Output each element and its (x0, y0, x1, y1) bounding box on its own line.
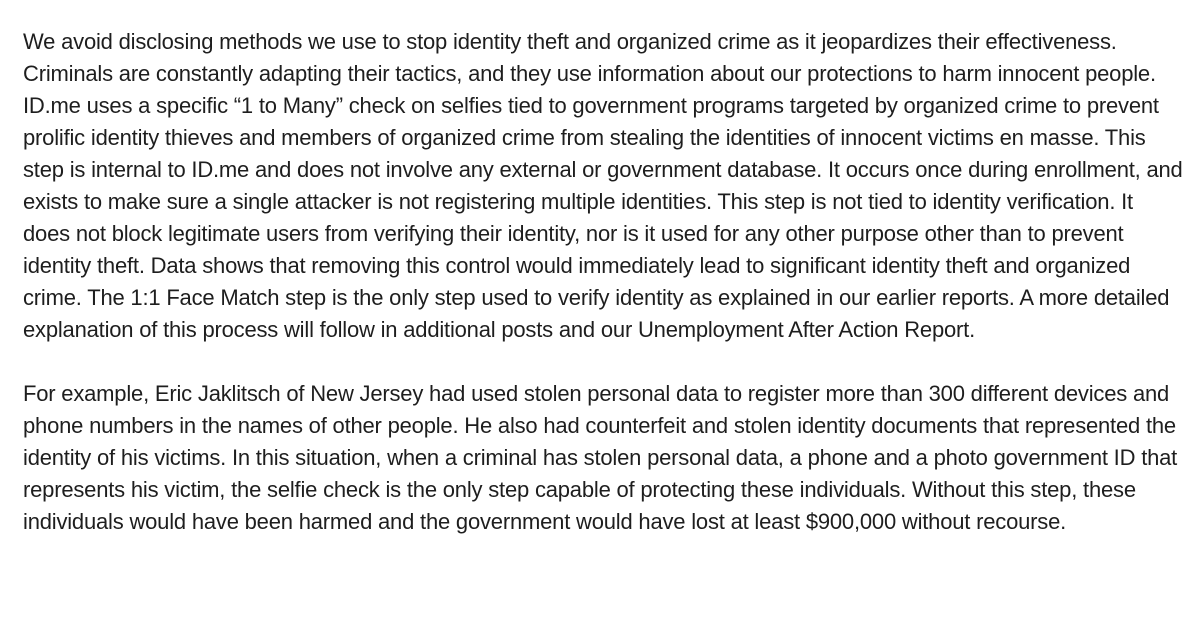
paragraph-methods: We avoid disclosing methods we use to stop identity theft and organized crime as it jeopardizes their effectiveness. Criminals are constantly adapting their tactics, and they use information about our protections to harm innocent people. ID.me uses a specific “1 to Many” check on selfies tied to government programs targeted by organized crime to prevent prolific identity thieves and members of organized crime from stealing the identities of innocent victims en masse. This step is internal to ID.me and does not involve any external or government database. It occurs once during enrollment, and exists to make sure a single attacker is not registering multiple identities. This step is not tied to identity verification. It does not block legitimate users from verifying their identity, nor is it used for any other purpose other than to prevent identity theft. Data shows that removing this control would immediately lead to significant identity theft and organized crime. The 1:1 Face Match step is the only step used to verify identity as explained in our earlier reports. A more detailed explanation of this process will follow in additional posts and our Unemployment After Action Report. (23, 29, 1183, 342)
document-body (23, 26, 1183, 538)
paragraph-example: For example, Eric Jaklitsch of New Jersey had used stolen personal data to register more than 300 different devices and phone numbers in the names of other people. He also had counterfeit and stolen identity documents that represented the identity of his victims. In this situation, when a criminal has stolen personal data, a phone and a photo government ID that represents his victim, the selfie check is the only step capable of protecting these individuals. Without this step, these individuals would have been harmed and the government would have lost at least $900,000 without recourse. (23, 381, 1178, 534)
